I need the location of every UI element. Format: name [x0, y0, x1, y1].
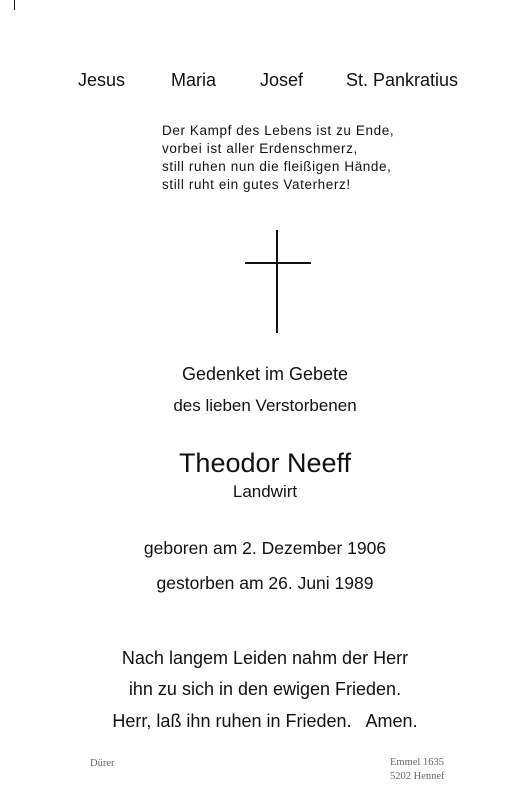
memorial-line-1: Gedenket im Gebete: [181, 364, 349, 384]
deceased-name: Theodor Neeff: [178, 448, 352, 478]
poem: [162, 122, 394, 194]
memorial-line-2: des lieben Verstorbenen: [173, 396, 357, 415]
poem-line: Der Kampf des Lebens ist zu Ende,: [162, 123, 395, 138]
cross-icon-bar: [245, 262, 311, 264]
printer-address-line: Emmel 1635: [390, 757, 444, 768]
poem-line: still ruhen nun die fleißigen Hände,: [162, 159, 392, 174]
header-names: [78, 70, 488, 94]
printer-address-line: 5202 Hennef: [390, 771, 445, 782]
poem-line: vorbei ist aller Erdenschmerz,: [162, 141, 358, 156]
header-name-josef: Josef: [260, 70, 304, 90]
header-name-st-pankratius: St. Pankratius: [346, 70, 459, 90]
cross-icon: [276, 230, 278, 333]
printer-name: Dürer: [90, 758, 115, 769]
header-name-jesus: Jesus: [78, 70, 126, 90]
closing-line: Nach langem Leiden nahm der Herr: [121, 648, 409, 668]
closing-line: Herr, laß ihn ruhen in Frieden. Amen.: [112, 711, 418, 731]
birth-date: geboren am 2. Dezember 1906: [143, 538, 387, 558]
poem-line: still ruht ein gutes Vaterherz!: [162, 177, 351, 192]
printer-address: [390, 756, 445, 784]
closing-line: ihn zu sich in den ewigen Frieden.: [128, 679, 402, 699]
margin-tick: [14, 0, 15, 10]
header-name-maria: Maria: [171, 70, 217, 90]
death-date: gestorben am 26. Juni 1989: [156, 573, 374, 593]
deceased-occupation: Landwirt: [232, 482, 298, 501]
